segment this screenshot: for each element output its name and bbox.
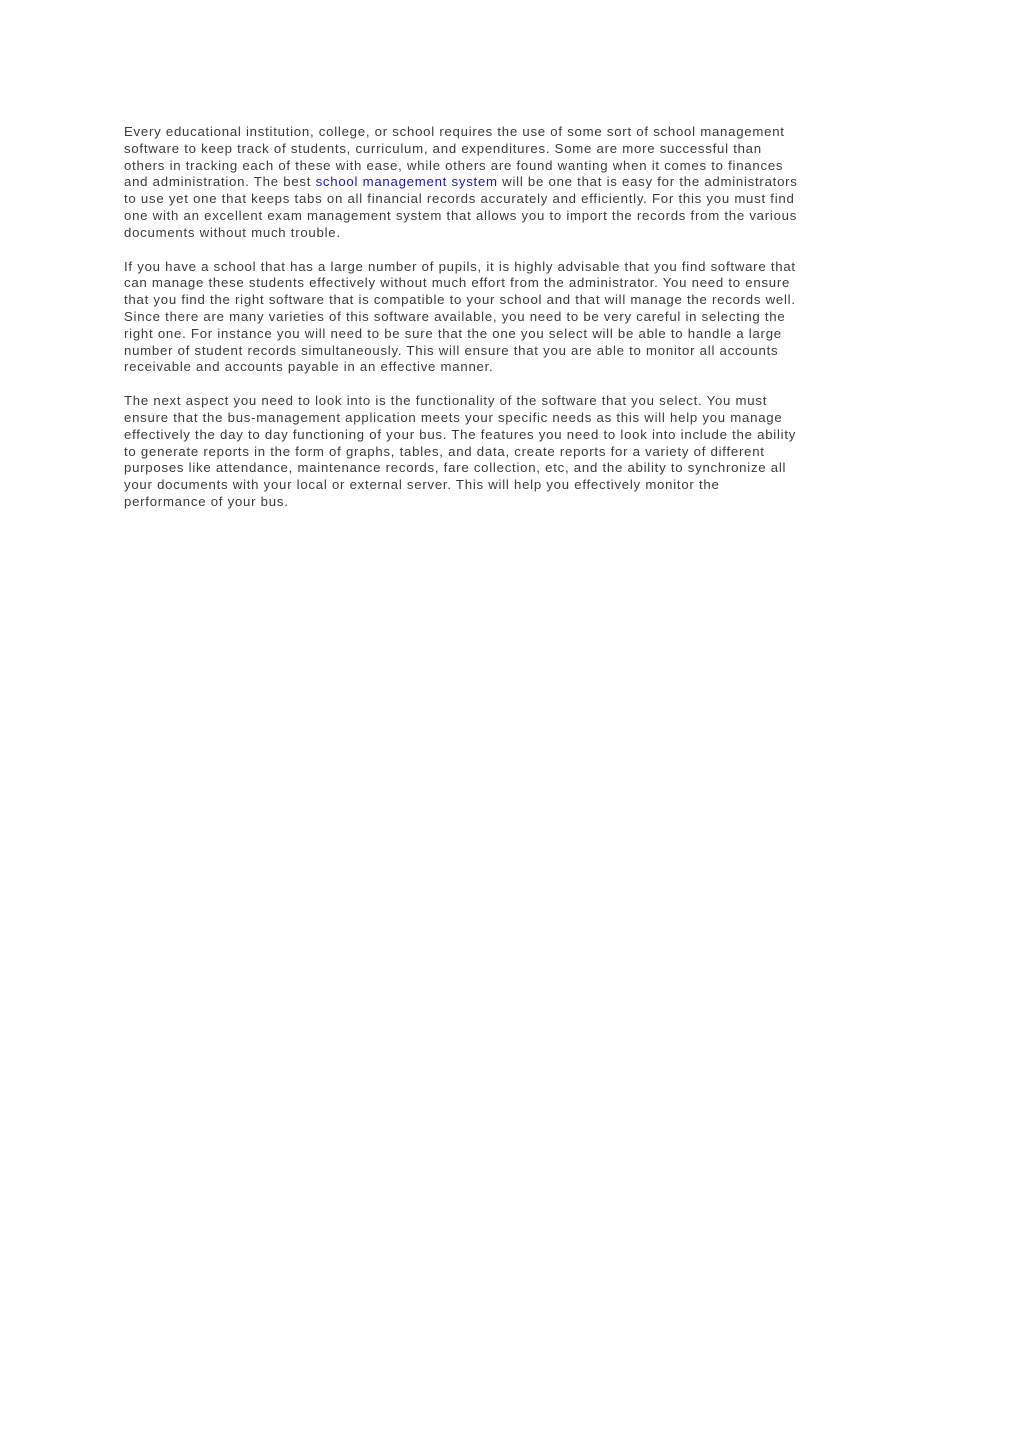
text-line: to generate reports in the form of graphs, tables, and data, create reports for a variety of different bbox=[124, 443, 765, 459]
text-line: others in tracking each of these with ease, while others are found wanting when it comes to finances bbox=[124, 157, 784, 173]
text-line: software to keep track of students, curriculum, and expenditures. Some are more successful than bbox=[124, 140, 762, 156]
text-line: Since there are many varieties of this software available, you need to be very careful in selecting the bbox=[124, 308, 786, 324]
text-line: ensure that the bus-management application meets your specific needs as this will help you manage bbox=[124, 409, 783, 425]
text-line: your documents with your local or external server. This will help you effectively monitor the bbox=[124, 477, 720, 493]
text-line: effectively the day to day functioning of your bus. The features you need to look into include the ability bbox=[124, 426, 797, 442]
text-line: If you have a school that has a large number of pupils, it is highly advisable that you find software that bbox=[124, 258, 796, 274]
text-line: purposes like attendance, maintenance records, fare collection, etc, and the ability to synchronize all bbox=[124, 460, 787, 476]
text-line: number of student records simultaneously. This will ensure that you are able to monitor all accounts bbox=[124, 342, 779, 358]
text-line: The next aspect you need to look into is the functionality of the software that you select. You must bbox=[124, 393, 768, 409]
text-line: receivable and accounts payable in an effective manner. bbox=[124, 359, 494, 375]
text-line: that you find the right software that is compatible to your school and that will manage the records well. bbox=[124, 292, 796, 308]
text-after-link: will be one that is easy for the administrators bbox=[497, 174, 798, 190]
text-line: to use yet one that keeps tabs on all financial records accurately and efficiently. For this you must find bbox=[124, 191, 795, 207]
text-line: Every educational institution, college, or school requires the use of some sort of school management bbox=[124, 124, 785, 139]
text-line-with-link bbox=[124, 174, 894, 191]
text-line: documents without much trouble. bbox=[124, 224, 341, 240]
paragraph-3 bbox=[124, 393, 894, 511]
text-line: one with an excellent exam management system that allows you to import the records from the various bbox=[124, 207, 798, 223]
text-line: can manage these students effectively without much effort from the administrator. You need to ensure bbox=[124, 275, 791, 291]
paragraph-2 bbox=[124, 259, 894, 377]
school-management-system-link[interactable]: school management system bbox=[315, 174, 498, 190]
text-before-link: and administration. The best bbox=[124, 174, 316, 190]
document-body bbox=[124, 124, 894, 528]
text-line: performance of your bus. bbox=[124, 493, 289, 509]
text-line: right one. For instance you will need to be sure that the one you select will be able to handle a large bbox=[124, 325, 782, 341]
paragraph-1 bbox=[124, 124, 894, 242]
